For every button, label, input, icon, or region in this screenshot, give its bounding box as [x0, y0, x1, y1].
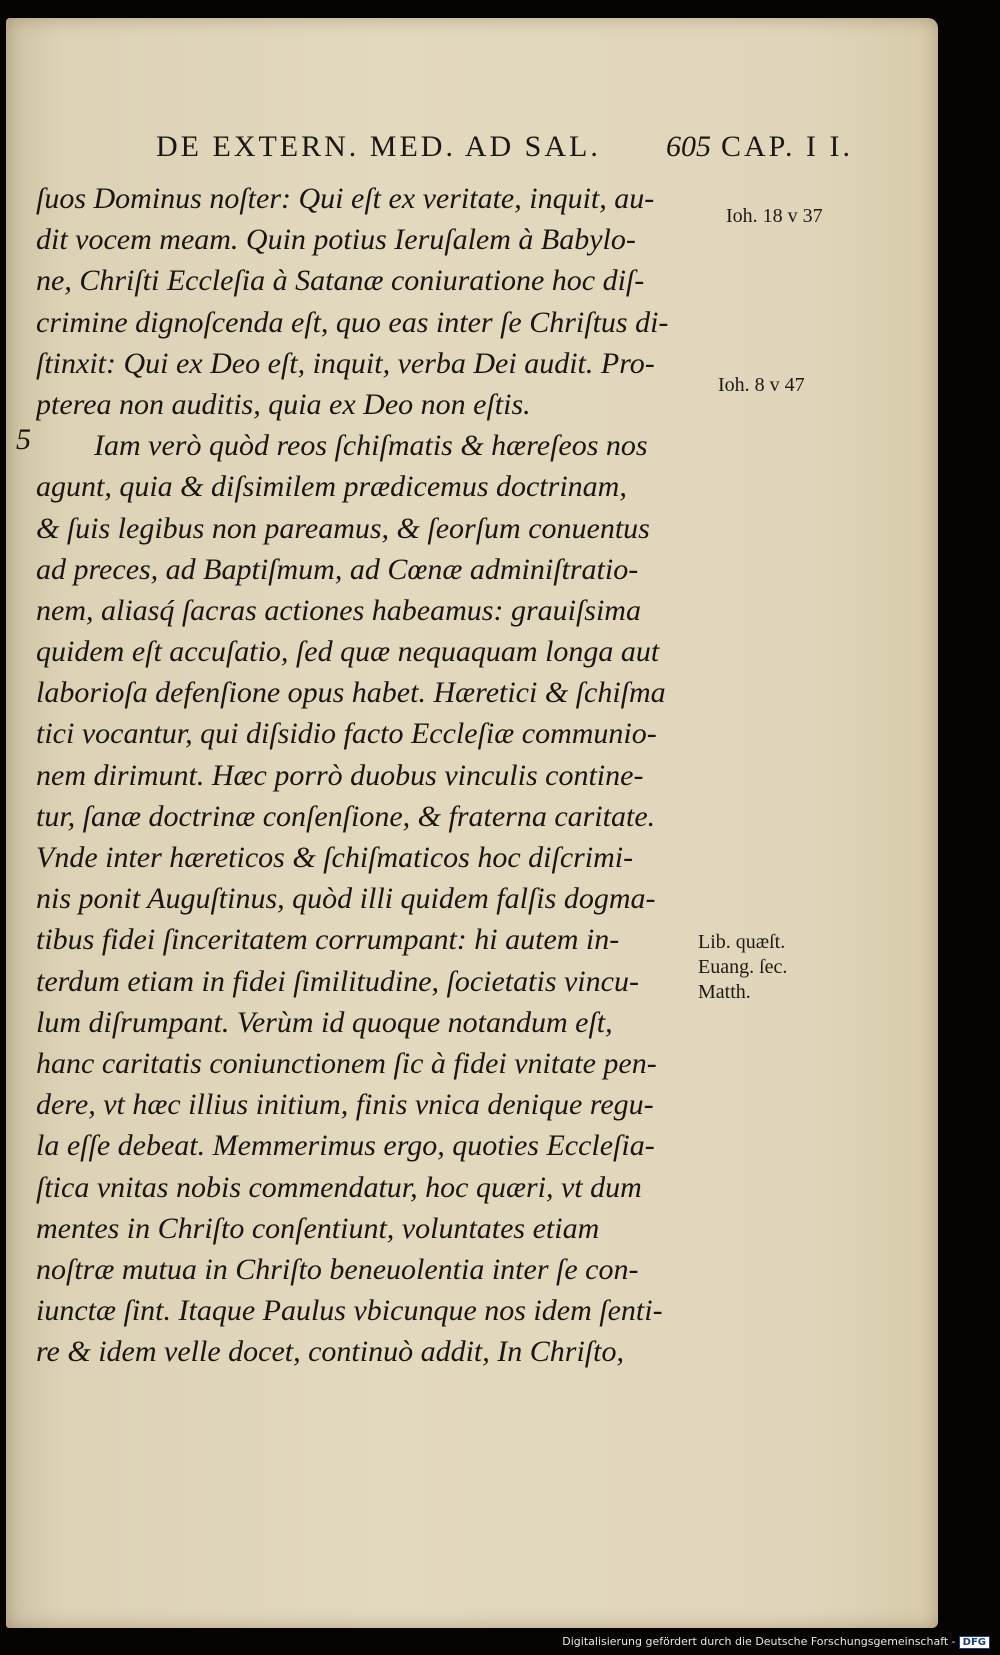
running-head-title: DE EXTERN. MED. AD SAL.: [156, 130, 601, 163]
page-number: 605: [666, 130, 711, 163]
line-marker: 5: [16, 423, 31, 456]
text-line: nem dirimunt. Hæc porrò duobus vinculis contine-: [36, 758, 644, 792]
text-line: ſtica vnitas nobis commendatur, hoc quæri, vt dum: [36, 1170, 642, 1204]
text-line: pterea non auditis, quia ex Deo non eſtis.: [36, 387, 531, 421]
text-line: tibus fidei ſinceritatem corrumpant: hi autem in-: [36, 923, 620, 957]
credit-text: Digitalisierung gefördert durch die Deutsche Forschungsgemeinschaft -: [562, 1635, 956, 1648]
text-line: tur, ſanæ doctrinæ conſenſione, & fraterna caritate.: [36, 799, 656, 833]
text-line: agunt, quia & diſsimilem prædicemus doctrinam,: [36, 470, 627, 504]
digitization-credit: [562, 1635, 990, 1649]
marginal-note: Lib. quæſt. Euang. ſec. Matth.: [698, 931, 788, 1003]
text-line: re & idem velle docet, continuò addit, In Chriſto,: [36, 1335, 624, 1369]
text-line: dit vocem meam. Quin potius Ieruſalem à Babylo-: [36, 223, 636, 257]
text-line: terdum etiam in fidei ſimilitudine, ſocietatis vincu-: [36, 964, 639, 998]
text-line: laborioſa defenſione opus habet. Hæretici & ſchiſma: [36, 676, 666, 710]
text-line: ad preces, ad Baptiſmum, ad Cœnæ adminiſtratio-: [36, 552, 639, 586]
text-line: mentes in Chriſto conſentiunt, voluntates etiam: [36, 1211, 600, 1245]
text-line: noſtræ mutua in Chriſto beneuolentia inter ſe con-: [36, 1252, 639, 1286]
text-line: tici vocantur, qui diſsidio facto Eccleſiæ communio-: [36, 717, 657, 751]
body-text: [36, 178, 716, 1372]
text-line: ſuos Dominus noſter: Qui eſt ex veritate, inquit, au-: [36, 182, 655, 215]
text-line: lum diſrumpant. Verùm id quoque notandum eſt,: [36, 1005, 613, 1039]
text-line: iunctæ ſint. Itaque Paulus vbicunque nos idem ſenti-: [36, 1294, 663, 1328]
chapter-label: CAP. I I.: [721, 130, 854, 163]
text-line: Vnde inter hæreticos & ſchiſmaticos hoc diſcrimi-: [36, 841, 634, 874]
text-line: la eſſe debeat. Memmerimus ergo, quoties Eccleſia-: [36, 1129, 655, 1163]
text-line: nis ponit Auguſtinus, quòd illi quidem falſis dogma-: [36, 882, 656, 916]
text-line: quidem eſt accuſatio, ſed quæ nequaquam longa aut: [36, 635, 660, 669]
text-line: Iam verò quòd reos ſchiſmatis & hæreſeos nos: [94, 429, 648, 463]
text-line: ne, Chriſti Eccleſia à Satanæ coniuratione hoc diſ-: [36, 264, 645, 298]
marginal-note: Ioh. 18 v 37: [726, 205, 823, 227]
text-line: ſtinxit: Qui ex Deo eſt, inquit, verba Dei audit. Pro-: [36, 346, 655, 380]
text-line: & ſuis legibus non pareamus, & ſeorſum conuentus: [36, 511, 650, 545]
text-line: crimine dignoſcenda eſt, quo eas inter ſe Chriſtus di-: [36, 305, 669, 339]
text-line: dere, vt hæc illius initium, finis vnica denique regu-: [36, 1088, 654, 1122]
text-line: nem, aliasq́ ſacras actiones habeamus: grauiſsima: [36, 593, 641, 627]
book-page: [6, 18, 938, 1628]
marginal-note: Ioh. 8 v 47: [718, 374, 805, 396]
dfg-logo: DFG: [959, 1636, 990, 1649]
text-line: hanc caritatis coniunctionem ſic à fidei vnitate pen-: [36, 1046, 657, 1080]
